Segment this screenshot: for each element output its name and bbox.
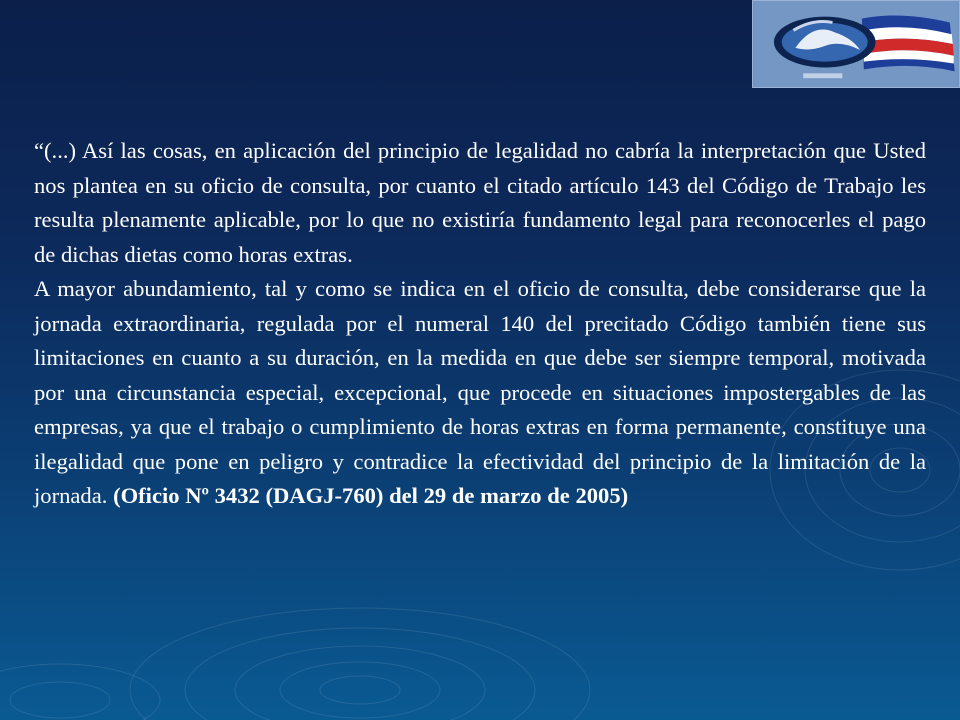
costa-rica-flag-emblem-logo-icon — [753, 1, 959, 87]
quote-paragraph-2 — [34, 272, 926, 514]
logo — [752, 0, 960, 88]
quote-paragraph-1: “(...) Así las cosas, en aplicación del principio de legalidad no cabría la interpretación que Usted nos plantea en su oficio de consulta, por cuanto el citado artículo 143 del Código de Trabajo les resulta plenamente aplicable, por lo que no existiría fundamento legal para reconocerles el pago de dichas dietas como horas extras. — [34, 138, 926, 267]
slide-content — [34, 134, 926, 514]
citation: (Oficio Nº 3432 (DAGJ-760) del 29 de marzo de 2005) — [113, 483, 629, 508]
quote-paragraph-2-text: A mayor abundamiento, tal y como se indica en el oficio de consulta, debe considerarse que la jornada extraordinaria, regulada por el numeral 140 del precitado Código también tiene sus limitaciones en cuanto a su duración, en la medida en que debe ser siempre temporal, motivada por una circunstancia especial, excepcional, que procede en situaciones impostergables de las empresas, ya que el trabajo o cumplimiento de horas extras en forma permanente, constituye una ilegalidad que pone en peligro y contradice la efectividad del principio de la limitación de la jornada. — [34, 276, 926, 508]
